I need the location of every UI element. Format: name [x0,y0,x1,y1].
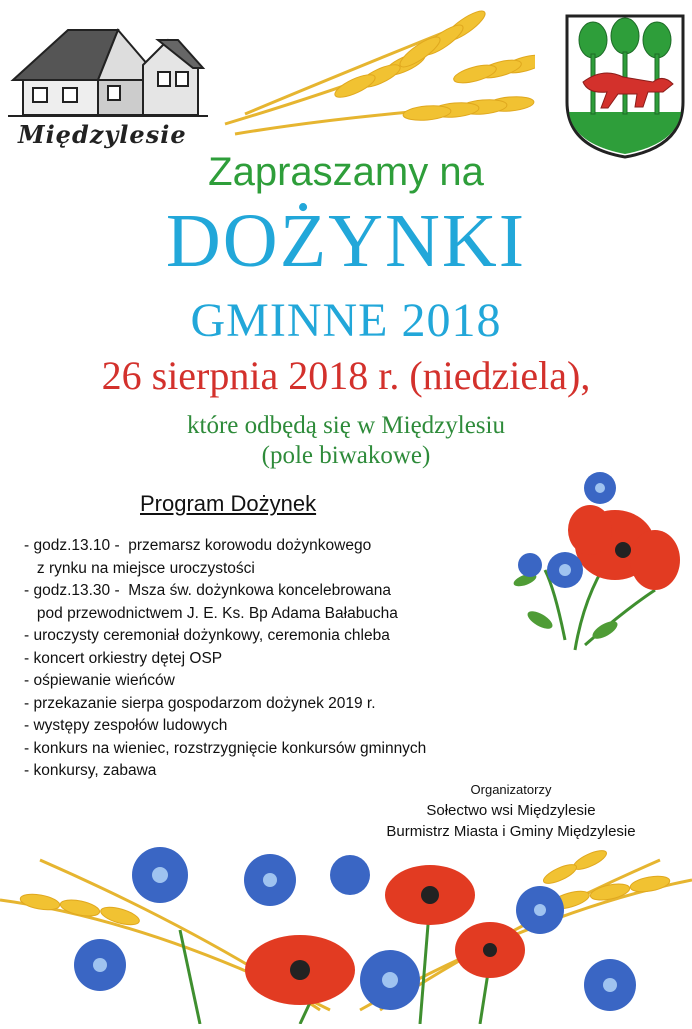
wheat-decoration [205,4,535,144]
house-icon [8,10,208,122]
program-list [24,535,426,783]
flowers-icon [0,840,692,1024]
list-item: - konkursy, zabawa [24,762,157,779]
organizer-name: Sołectwo wsi Międzylesie [426,802,596,819]
coat-of-arms [563,12,687,160]
organizer-name: Burmistrz Miasta i Gminy Międzylesie [386,823,636,840]
village-logo [8,10,208,150]
list-item: z rynku na miejsce uroczystości [24,559,255,577]
list-item: - przekazanie sierpa gospodarzom dożynek 2019 r. [24,694,376,712]
event-date: 26 sierpnia 2018 r. (niedziela), [101,353,591,398]
list-item: - koncert orkiestry dętej OSP [24,649,223,667]
organizers-title: Organizatorzy [470,782,552,797]
poppy-cornflower-icon [505,470,685,660]
list-item: - ośpiewanie wieńców [24,672,175,689]
invite-line: Zapraszamy na [208,150,484,194]
event-place: które odbędą się w Międzylesiu [187,412,505,439]
list-item: pod przewodnictwem J. E. Ks. Bp Adama Bałabucha [24,604,398,622]
flower-bouquet [505,470,685,660]
event-place-detail: (pole biwakowe) [261,442,431,469]
logo-text: Międzylesie [18,120,187,149]
program-title: Program Dożynek [140,491,317,516]
bottom-flower-border [0,840,692,1024]
list-item: - uroczysty ceremoniał dożynkowy, ceremonia chleba [24,627,390,644]
list-item: - godz.13.10 - przemarsz korowodu dożynkowego [24,537,372,554]
list-item: - występy zespołów ludowych [24,717,228,734]
list-item: - konkurs na wieniec, rozstrzygnięcie konkursów gminnych [24,739,427,757]
wheat-icon [205,4,535,144]
event-subtitle: GMINNE 2018 [190,294,502,347]
list-item: - godz.13.30 - Msza św. dożynkowa koncelebrowana [24,582,392,599]
crest-icon [563,12,687,160]
event-title: DOŻYNKI [165,199,527,283]
